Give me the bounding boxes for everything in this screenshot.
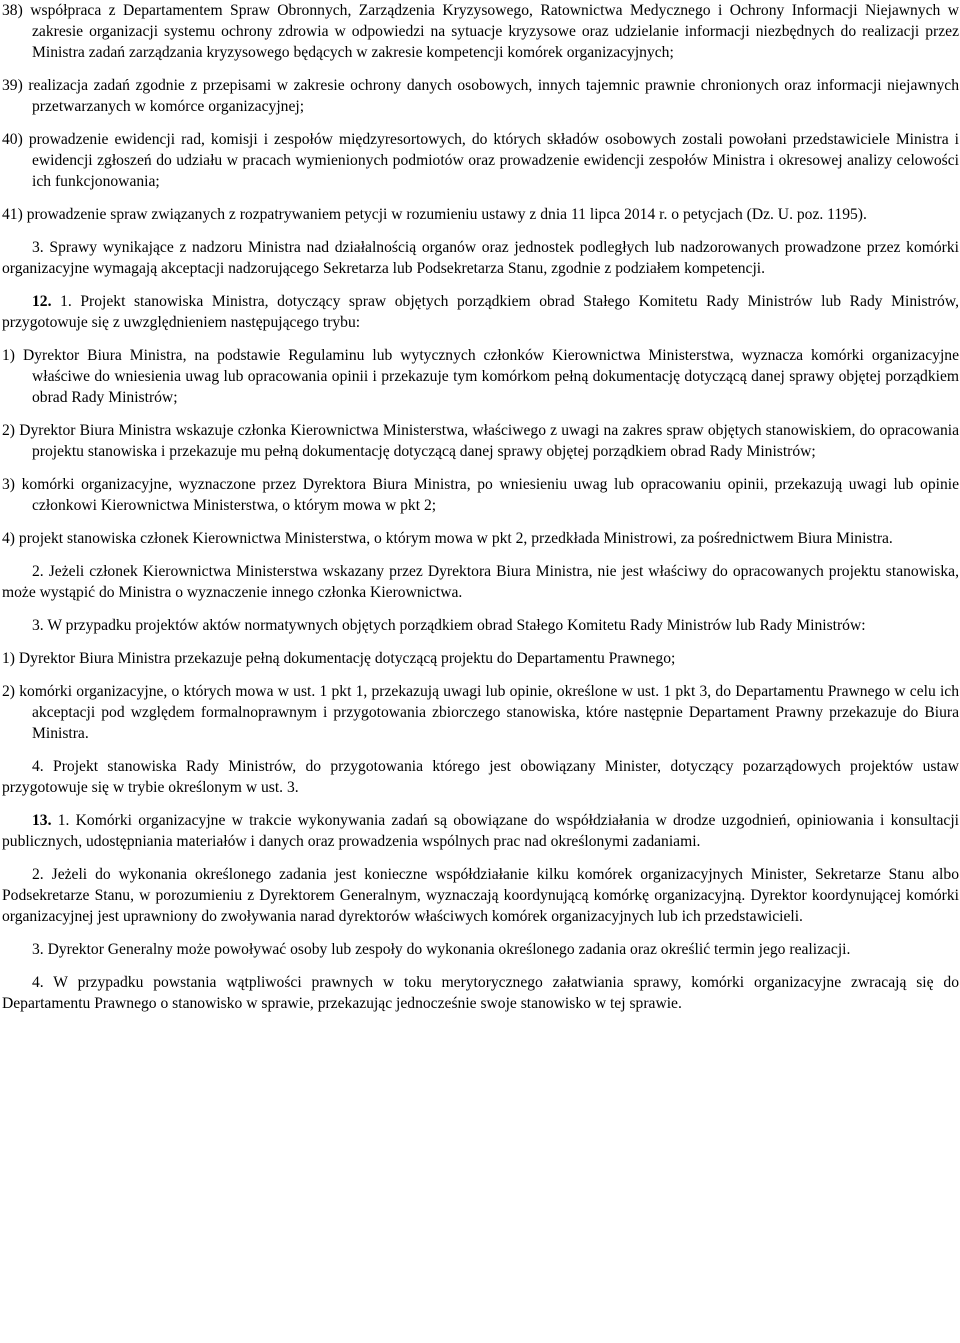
section-12-paragraph-4 — [2, 756, 959, 798]
section-12-paragraph-3 — [2, 615, 959, 636]
paragraph-text: Jeżeli do wykonania określonego zadania jest konieczne współdziałanie kilku komórek organizacyjnych Minister, Sekretarze Stanu albo Podsekretarze Stanu, w porozumieniu z Dyrektorem Generalnym, wyznaczają koordynującą komórkę organizacyjną. Dyrektor koordynującej komórki organizacyjnej jest uprawniony do zwoływania narad dyrektorów właściwych komórek organizacyjnych lub ich przedstawicieli. — [2, 866, 959, 925]
item-number: 39) — [2, 77, 23, 94]
item-text: projekt stanowiska członek Kierownictwa Ministerstwa, o którym mowa w pkt 2, przedkłada Ministrowi, za pośrednictwem Biura Ministra. — [18, 530, 893, 547]
item-text: Dyrektor Biura Ministra przekazuje pełną dokumentację dotyczącą projektu do Departamentu Prawnego; — [18, 650, 676, 667]
paragraph-number: 4. — [32, 758, 44, 775]
paragraph-number: 3. — [32, 239, 44, 256]
item-number: 4) — [2, 530, 15, 547]
list-item-38 — [2, 0, 959, 63]
section-13-paragraph-3 — [2, 939, 959, 960]
item-number: 1) — [2, 347, 15, 364]
paragraph-number: 2. — [32, 866, 44, 883]
section-12-p3-item-2 — [2, 681, 959, 744]
item-number: 1) — [2, 650, 15, 667]
paragraph-text: W przypadku powstania wątpliwości prawnych w toku merytorycznego załatwiania sprawy, komórki organizacyjne zwracają się do Departamentu Prawnego o stanowisko w sprawie, przekazując jednocześnie swoje stanowisko w tej sprawie. — [2, 974, 959, 1012]
item-text: Dyrektor Biura Ministra, na podstawie Regulaminu lub wytycznych członków Kierownictwa Ministerstwa, wyznacza komórki organizacyjne właściwe do wniesienia uwag lub opracowania opinii i przekazuje tym komórkom pełną dokumentację dotyczącą danej sprawy objętej porządkiem obrad Rady Ministrów; — [22, 347, 959, 406]
paragraph-number: 3. — [32, 617, 44, 634]
paragraph-text: Komórki organizacyjne w trakcie wykonywania zadań są obowiązane do współdziałania w drodze uzgodnień, opiniowania i konsultacji publicznych, udostępniania materiałów i danych oraz prowadzenia wspólnych prac nad określonymi zadaniami. — [2, 812, 960, 850]
item-text: współpraca z Departamentem Spraw Obronnych, Zarządzenia Kryzysowego, Ratownictwa Medycznego i Ochrony Informacji Niejawnych w zakresie organizacji systemu ochrony zdrowia w odpowiedzi na sytuacje kryzysowe oraz udzielanie informacji niezbędnych do realizacji przez Ministra zadań zarządzania kryzysowego będących w zakresie kompetencji komórek organizacyjnych; — [30, 2, 960, 61]
section-13-paragraph-1 — [2, 810, 959, 852]
section-12-paragraph-2 — [2, 561, 959, 603]
section-12-paragraph-1 — [2, 291, 959, 333]
section-number: 12. — [32, 293, 52, 310]
paragraph-text: Jeżeli członek Kierownictwa Ministerstwa wskazany przez Dyrektora Biura Ministra, nie jest właściwy do opracowanych projektu stanowiska, może wystąpić do Ministra o wyznaczenie innego członka Kierownictwa. — [2, 563, 959, 601]
item-number: 3) — [2, 476, 15, 493]
list-item-40 — [2, 129, 959, 192]
item-text: komórki organizacyjne, wyznaczone przez Dyrektora Biura Ministra, po wniesieniu uwag lub opracowaniu opinii, przekazują uwagi lub opinie członkowi Kierownictwa Ministerstwa, o którym mowa w pkt 2; — [21, 476, 959, 514]
section-12-item-4 — [2, 528, 959, 549]
item-text: komórki organizacyjne, o których mowa w ust. 1 pkt 1, przekazują uwagi lub opinie, określone w ust. 1 pkt 3, do Departamentu Prawnego w celu ich akceptacji pod względem formalnoprawnym i przygotowania zbiorczego stanowiska, które następnie Departament Prawny przekazuje do Biura Ministra. — [19, 683, 960, 742]
section-13-paragraph-4 — [2, 972, 959, 1014]
section-number: 13. — [32, 812, 52, 829]
list-item-41 — [2, 204, 959, 225]
paragraph-text: Dyrektor Generalny może powoływać osoby lub zespoły do wykonania określonego zadania oraz określić termin jego realizacji. — [47, 941, 851, 958]
list-item-39 — [2, 75, 959, 117]
paragraph-number: 2. — [32, 563, 44, 580]
paragraph-text: Projekt stanowiska Rady Ministrów, do przygotowania którego jest obowiązany Minister, dotyczący pozarządowych projektów ustaw przygotowuje się w trybie określonym w ust. 3. — [2, 758, 959, 796]
item-number: 38) — [2, 2, 23, 19]
paragraph-number: 1. — [57, 812, 70, 829]
item-number: 2) — [2, 422, 15, 439]
paragraph-text: W przypadku projektów aktów normatywnych objętych porządkiem obrad Stałego Komitetu Rady Ministrów lub Rady Ministrów: — [47, 617, 866, 634]
item-text: prowadzenie ewidencji rad, komisji i zespołów międzyresortowych, do których składów osobowych zostali powołani przedstawiciele Ministra i ewidencji zgłoszeń do udziału w pracach wymienionych podmiotów oraz prowadzenie ewidencji zespołów Ministra i okresowej analizy celowości ich funkcjonowania; — [28, 131, 959, 190]
paragraph-text: Sprawy wynikające z nadzoru Ministra nad działalnością organów oraz jednostek podległych lub nadzorowanych prowadzone przez komórki organizacyjne wymagają akceptacji nadzorującego Sekretarza lub Podsekretarza Stanu, zgodnie z podziałem kompetencji. — [2, 239, 959, 277]
item-number: 41) — [2, 206, 23, 223]
section-12-item-2 — [2, 420, 959, 462]
section-13-paragraph-2 — [2, 864, 959, 927]
item-number: 2) — [2, 683, 15, 700]
section-12-item-1 — [2, 345, 959, 408]
item-text: prowadzenie spraw związanych z rozpatrywaniem petycji w rozumieniu ustawy z dnia 11 lipca 2014 r. o petycjach (Dz. U. poz. 1195). — [26, 206, 867, 223]
item-number: 40) — [2, 131, 23, 148]
item-text: Dyrektor Biura Ministra wskazuje członka Kierownictwa Ministerstwa, właściwego z uwagi na zakres spraw objętych stanowiskiem, do opracowania projektu stanowiska i przekazuje mu pełną dokumentację dotyczącą danej sprawy objętej porządkiem obrad Rady Ministrów; — [19, 422, 960, 460]
paragraph-number: 1. — [60, 293, 72, 310]
paragraph-number: 4. — [32, 974, 44, 991]
paragraph-number: 3. — [32, 941, 44, 958]
section-12-p3-item-1 — [2, 648, 959, 669]
paragraph-text: Projekt stanowiska Ministra, dotyczący spraw objętych porządkiem obrad Stałego Komitetu Rady Ministrów lub Rady Ministrów, przygotowuje się z uwzględnieniem następującego trybu: — [2, 293, 959, 331]
item-text: realizacja zadań zgodnie z przepisami w zakresie ochrony danych osobowych, innych tajemnic prawnie chronionych oraz informacji niejawnych przetwarzanych w komórce organizacyjnej; — [28, 77, 960, 115]
section-12-item-3 — [2, 474, 959, 516]
paragraph-3 — [2, 237, 959, 279]
